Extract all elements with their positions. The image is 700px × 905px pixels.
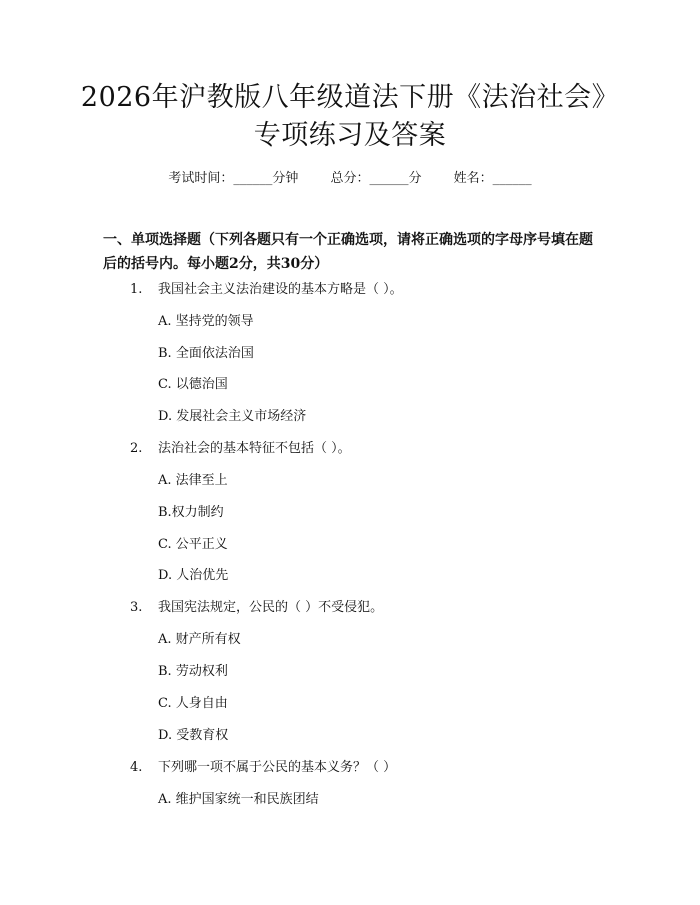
question-1-option-a: A. 坚持党的领导: [158, 314, 254, 329]
question-text: 我国宪法规定，公民的（ ）不受侵犯。: [158, 600, 384, 615]
question-text: 下列哪一项不属于公民的基本义务？（ ）: [158, 760, 397, 775]
question-4: [130, 759, 396, 777]
question-number: 3.: [130, 600, 143, 615]
question-1-option-c: C. 以德治国: [158, 377, 228, 392]
question-3-option-d: D. 受教育权: [158, 728, 229, 743]
question-2-option-d: D. 人治优先: [158, 568, 229, 583]
exam-time-field: 考试时间：______分钟: [168, 171, 299, 186]
document-title-line1: 2026年沪教版八年级道法下册《法治社会》: [80, 82, 620, 113]
section-heading: 一、单项选择题（下列各题只有一个正确选项，请将正确选项的字母序号填在题后的括号内。每小题2分，共30分）: [103, 232, 593, 272]
question-number: 2.: [130, 441, 143, 456]
question-3-option-c: C. 人身自由: [158, 696, 228, 711]
question-text: 法治社会的基本特征不包括（ ）。: [158, 441, 351, 456]
question-1-option-b: B. 全面依法治国: [158, 346, 254, 361]
question-number: 4.: [130, 760, 143, 775]
student-name-field: 姓名：______: [453, 171, 532, 186]
exam-info-line: [0, 170, 700, 188]
question-1: [130, 281, 403, 299]
question-number: 1.: [130, 282, 143, 297]
question-2: [130, 440, 351, 458]
question-3-option-b: B. 劳动权利: [158, 664, 228, 679]
question-3: [130, 599, 383, 617]
question-2-option-a: A. 法律至上: [158, 473, 228, 488]
question-4-option-a: A. 维护国家统一和民族团结: [158, 792, 319, 807]
total-score-field: 总分：______分: [330, 171, 422, 186]
question-1-option-d: D. 发展社会主义市场经济: [158, 409, 307, 424]
question-2-option-b: B.权力制约: [158, 505, 224, 520]
question-text: 我国社会主义法治建设的基本方略是（ ）。: [158, 282, 403, 297]
question-2-option-c: C. 公平正义: [158, 537, 228, 552]
question-3-option-a: A. 财产所有权: [158, 632, 241, 647]
document-title-line2: 专项练习及答案: [253, 120, 447, 151]
